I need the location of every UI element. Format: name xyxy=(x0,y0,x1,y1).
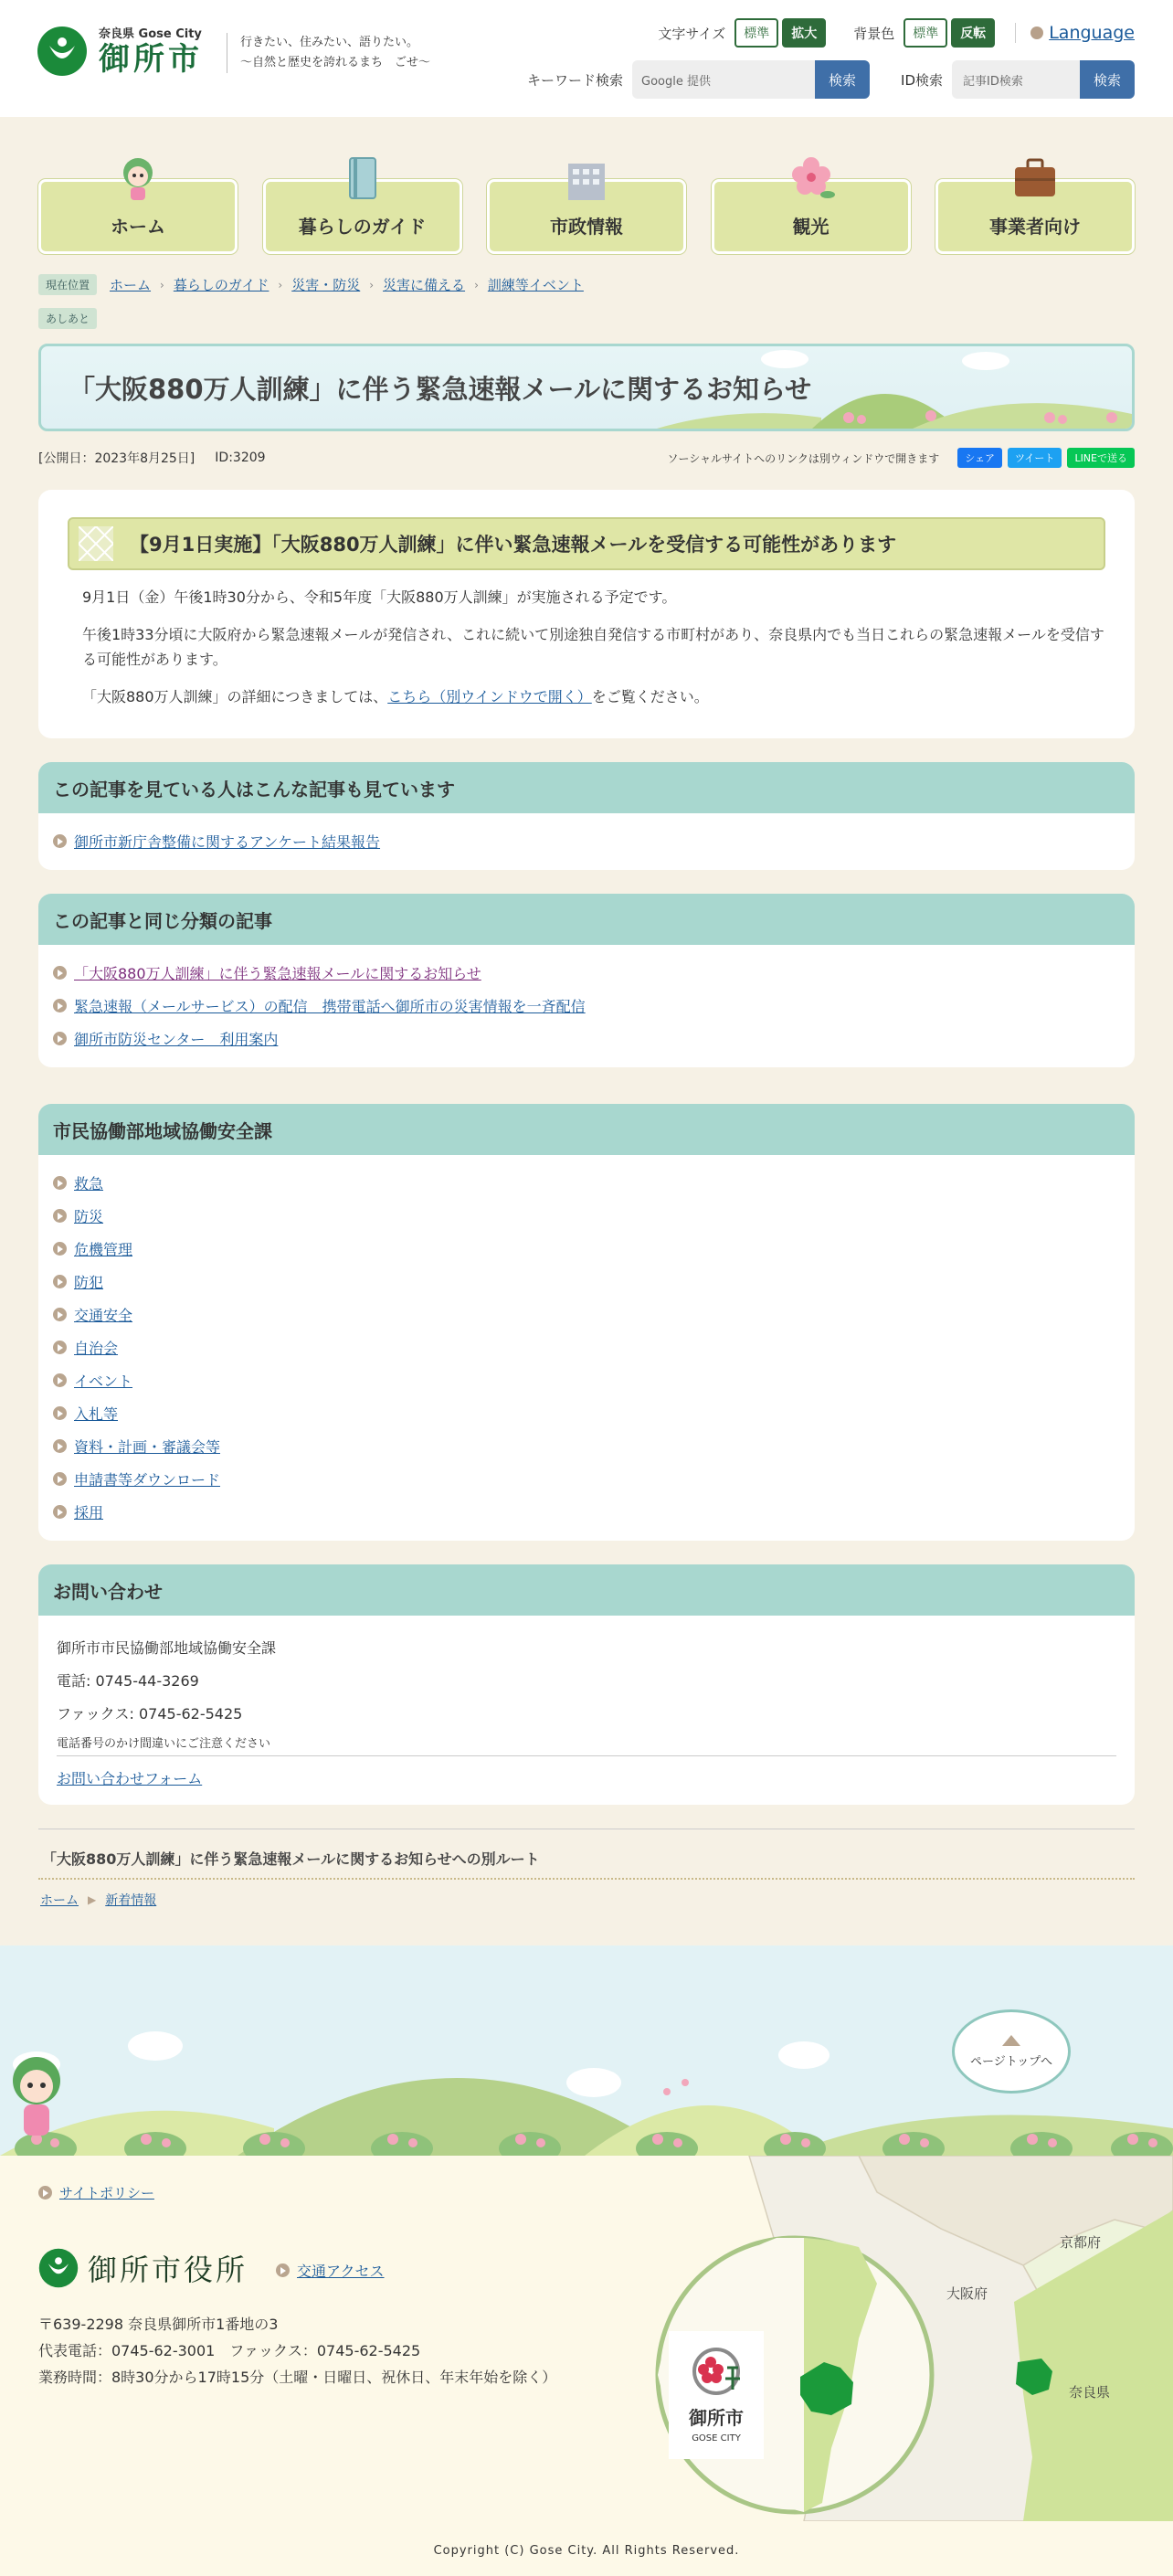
arrow-bullet-icon xyxy=(53,1275,67,1288)
article-paragraph-2: 午後1時33分頃に大阪府から緊急速報メールが発信され、これに続いて別途独自発信する市町村があり、奈良県内でも当日これらの緊急速報メールを受信する可能性があります。 xyxy=(82,626,1104,668)
footer-logo xyxy=(38,2247,248,2289)
footer-address: 〒639-2298 奈良県御所市1番地の3 xyxy=(38,2316,279,2333)
access-link[interactable]: 交通アクセス xyxy=(297,2263,385,2280)
keyword-search-button[interactable]: 検索 xyxy=(815,60,870,99)
arrow-bullet-icon xyxy=(53,1439,67,1453)
copyright: Copyright (C) Gose City. All Rights Reserved. xyxy=(433,2544,740,2558)
arrow-bullet-icon xyxy=(53,999,67,1012)
keyword-search-label: キーワード検索 xyxy=(527,71,624,89)
footprint xyxy=(0,295,1173,329)
section-heading: 市民協働部地域協働安全課 xyxy=(38,1104,1135,1155)
list-item: 防犯 xyxy=(53,1265,1120,1298)
footer-hours: 業務時間：8時30分から17時15分（土曜・日曜日、祝休日、年末年始を除く） xyxy=(38,2369,557,2386)
list-item: 申請書等ダウンロード xyxy=(53,1462,1120,1495)
list-item: 採用 xyxy=(53,1495,1120,1528)
contact-phone: 電話: 0745-44-3269 xyxy=(57,1671,199,1690)
arrow-bullet-icon xyxy=(53,1406,67,1420)
list-item: 「大阪880万人訓練」に伴う緊急速報メールに関するお知らせ xyxy=(53,956,1120,989)
same-category-section xyxy=(38,894,1135,1067)
language-link[interactable]: Language xyxy=(1015,23,1135,43)
details-link[interactable]: こちら（別ウインドウで開く） xyxy=(387,688,592,705)
contact-note: 電話番号のかけ間違いにご注意ください xyxy=(57,1729,1116,1756)
list-item: 御所市新庁舎整備に関するアンケート結果報告 xyxy=(53,824,1120,857)
nav-tourism[interactable]: 観光 xyxy=(712,179,911,254)
list-item: 緊急速報（メールサービス）の配信 携帯電話へ御所市の災害情報を一斉配信 xyxy=(53,989,1120,1022)
article-card xyxy=(38,490,1135,738)
arrow-bullet-icon xyxy=(53,1505,67,1519)
font-large-button[interactable]: 拡大 xyxy=(782,18,826,48)
diamond-pattern-icon xyxy=(79,526,113,561)
site-policy-link[interactable]: サイトポリシー xyxy=(59,2185,154,2201)
twitter-share-button[interactable]: ツイート xyxy=(1008,448,1062,468)
briefcase-icon xyxy=(1009,153,1061,204)
contact-form-link[interactable]: お問い合わせフォーム xyxy=(57,1770,203,1787)
list-item: 自治会 xyxy=(53,1330,1120,1363)
arrow-bullet-icon xyxy=(53,966,67,980)
also-viewed-section xyxy=(38,762,1135,870)
alt-route-home-link[interactable]: ホーム xyxy=(40,1893,79,1908)
mascot-icon xyxy=(0,2053,73,2145)
department-section xyxy=(38,1104,1135,1541)
page-title-box xyxy=(38,344,1135,431)
arrow-bullet-icon xyxy=(53,834,67,848)
book-icon xyxy=(337,153,388,204)
footer-office-name: 御所市役所 xyxy=(88,2253,248,2287)
alt-route xyxy=(38,1829,1135,1909)
keyword-search-input[interactable]: Google 提供 xyxy=(632,60,815,99)
article-meta xyxy=(38,448,1135,468)
id-search-button[interactable]: 検索 xyxy=(1080,60,1135,99)
chevron-right-icon: › xyxy=(369,278,375,292)
logo-city-name: 御所市 xyxy=(99,41,203,78)
arrow-bullet-icon xyxy=(53,1209,67,1223)
publish-date: [公開日：2023年8月25日] xyxy=(38,451,196,466)
building-icon xyxy=(561,153,612,204)
breadcrumb-living-guide[interactable]: 暮らしのガイド xyxy=(173,277,269,293)
arrow-bullet-icon xyxy=(53,1472,67,1486)
svg-text:大阪府: 大阪府 xyxy=(946,2285,988,2302)
article-heading: 【9月1日実施】「大阪880万人訓練」に伴い緊急速報メールを受信する可能性があります xyxy=(68,517,1105,570)
svg-text:御所市: 御所市 xyxy=(689,2407,744,2429)
bg-standard-button[interactable]: 標準 xyxy=(904,18,947,48)
logo-prefecture: 奈良県 Gose City xyxy=(99,27,202,41)
line-share-button[interactable]: LINEで送る xyxy=(1067,448,1135,468)
contact-fax: ファックス: 0745-62-5425 xyxy=(57,1704,243,1723)
list-item: 救急 xyxy=(53,1166,1120,1199)
footer-phone: 代表電話：0745-62-3001 ファックス：0745-62-5425 xyxy=(38,2342,421,2359)
tagline: 行きたい、住みたい、語りたい。 〜自然と歴史を誇れるまち ごせ〜 xyxy=(227,33,430,73)
list-item: 危機管理 xyxy=(53,1232,1120,1265)
footprint-tag: あしあと xyxy=(38,308,97,329)
flower-icon xyxy=(786,153,837,204)
id-search-label: ID検索 xyxy=(901,71,943,89)
article-paragraph-3: 「大阪880万人訓練」の詳細につきましては、こちら（別ウインドウで開く）をご覧ください。 xyxy=(82,688,709,705)
font-standard-button[interactable]: 標準 xyxy=(734,18,778,48)
search-bar xyxy=(527,60,1135,99)
breadcrumb-disaster[interactable]: 災害・防災 xyxy=(291,277,361,293)
id-search-input[interactable]: 記事ID検索 xyxy=(952,60,1080,99)
nav-living-guide[interactable]: 暮らしのガイド xyxy=(263,179,462,254)
list-item: 資料・計画・審議会等 xyxy=(53,1429,1120,1462)
article-id: ID:3209 xyxy=(215,451,266,465)
breadcrumb-prepare[interactable]: 災害に備える xyxy=(383,277,466,293)
triangle-up-icon xyxy=(1002,2035,1020,2046)
arrow-bullet-icon xyxy=(1030,27,1043,39)
chevron-right-icon: › xyxy=(474,278,479,292)
list-item: 交通安全 xyxy=(53,1298,1120,1330)
city-emblem-icon xyxy=(38,2248,79,2288)
arrow-bullet-icon xyxy=(53,1176,67,1190)
footer-info xyxy=(38,2311,556,2390)
bg-invert-button[interactable]: 反転 xyxy=(951,18,995,48)
breadcrumb xyxy=(0,254,1173,295)
font-size-label: 文字サイズ xyxy=(658,25,726,42)
chevron-right-icon: › xyxy=(278,278,283,292)
arrow-bullet-icon xyxy=(53,1308,67,1321)
article-paragraph-1: 9月1日（金）午後1時30分から、令和5年度「大阪880万人訓練」が実施される予定です。 xyxy=(82,588,677,606)
svg-text:GOSE CITY: GOSE CITY xyxy=(692,2433,741,2443)
section-heading: この記事と同じ分類の記事 xyxy=(38,894,1135,945)
page-title: 「大阪880万人訓練」に伴う緊急速報メールに関するお知らせ xyxy=(69,373,812,405)
arrow-bullet-icon xyxy=(53,1373,67,1387)
list-item: 入札等 xyxy=(53,1396,1120,1429)
mascot-icon xyxy=(112,153,164,204)
bg-color-label: 背景色 xyxy=(853,25,895,42)
nav-business[interactable]: 事業者向け xyxy=(935,179,1135,254)
svg-text:京都府: 京都府 xyxy=(1060,2234,1102,2251)
utility-bar xyxy=(658,18,1135,48)
site-header xyxy=(0,0,1173,117)
section-heading: お問い合わせ xyxy=(38,1564,1135,1616)
alt-route-news-link[interactable]: 新着情報 xyxy=(105,1893,157,1908)
global-nav xyxy=(0,117,1173,254)
triangle-right-icon: ▶ xyxy=(88,1893,97,1906)
arrow-bullet-icon xyxy=(38,2186,52,2200)
arrow-bullet-icon xyxy=(53,1032,67,1045)
alt-route-heading: 「大阪880万人訓練」に伴う緊急速報メールに関するお知らせへの別ルート xyxy=(38,1829,1135,1880)
arrow-bullet-icon xyxy=(53,1242,67,1256)
breadcrumb-home[interactable]: ホーム xyxy=(110,277,152,293)
nav-home[interactable]: ホーム xyxy=(38,179,238,254)
list-item: イベント xyxy=(53,1363,1120,1396)
city-emblem-icon xyxy=(37,26,88,77)
arrow-bullet-icon xyxy=(276,2263,290,2277)
contact-department: 御所市市民協働部地域協働安全課 xyxy=(57,1638,277,1657)
site-footer xyxy=(0,2156,1173,2576)
site-logo[interactable] xyxy=(37,24,203,78)
nav-city-info[interactable]: 市政情報 xyxy=(487,179,686,254)
arrow-bullet-icon xyxy=(53,1341,67,1354)
list-item: 御所市防災センター 利用案内 xyxy=(53,1022,1120,1055)
list-item: 防災 xyxy=(53,1199,1120,1232)
footer-scenery xyxy=(0,1945,1173,2156)
location-map xyxy=(639,2156,1173,2521)
chevron-right-icon: › xyxy=(160,278,164,292)
contact-section xyxy=(38,1564,1135,1805)
section-heading: この記事を見ている人はこんな記事も見ています xyxy=(38,762,1135,813)
svg-text:奈良県: 奈良県 xyxy=(1069,2384,1111,2401)
page-top-button[interactable]: ページトップへ xyxy=(952,2009,1071,2094)
breadcrumb-training[interactable]: 訓練等イベント xyxy=(487,277,584,293)
sns-note: ソーシャルサイトへのリンクは別ウィンドウで開きます xyxy=(667,451,940,465)
facebook-share-button[interactable]: シェア xyxy=(957,448,1002,468)
current-location-tag: 現在位置 xyxy=(38,274,97,295)
